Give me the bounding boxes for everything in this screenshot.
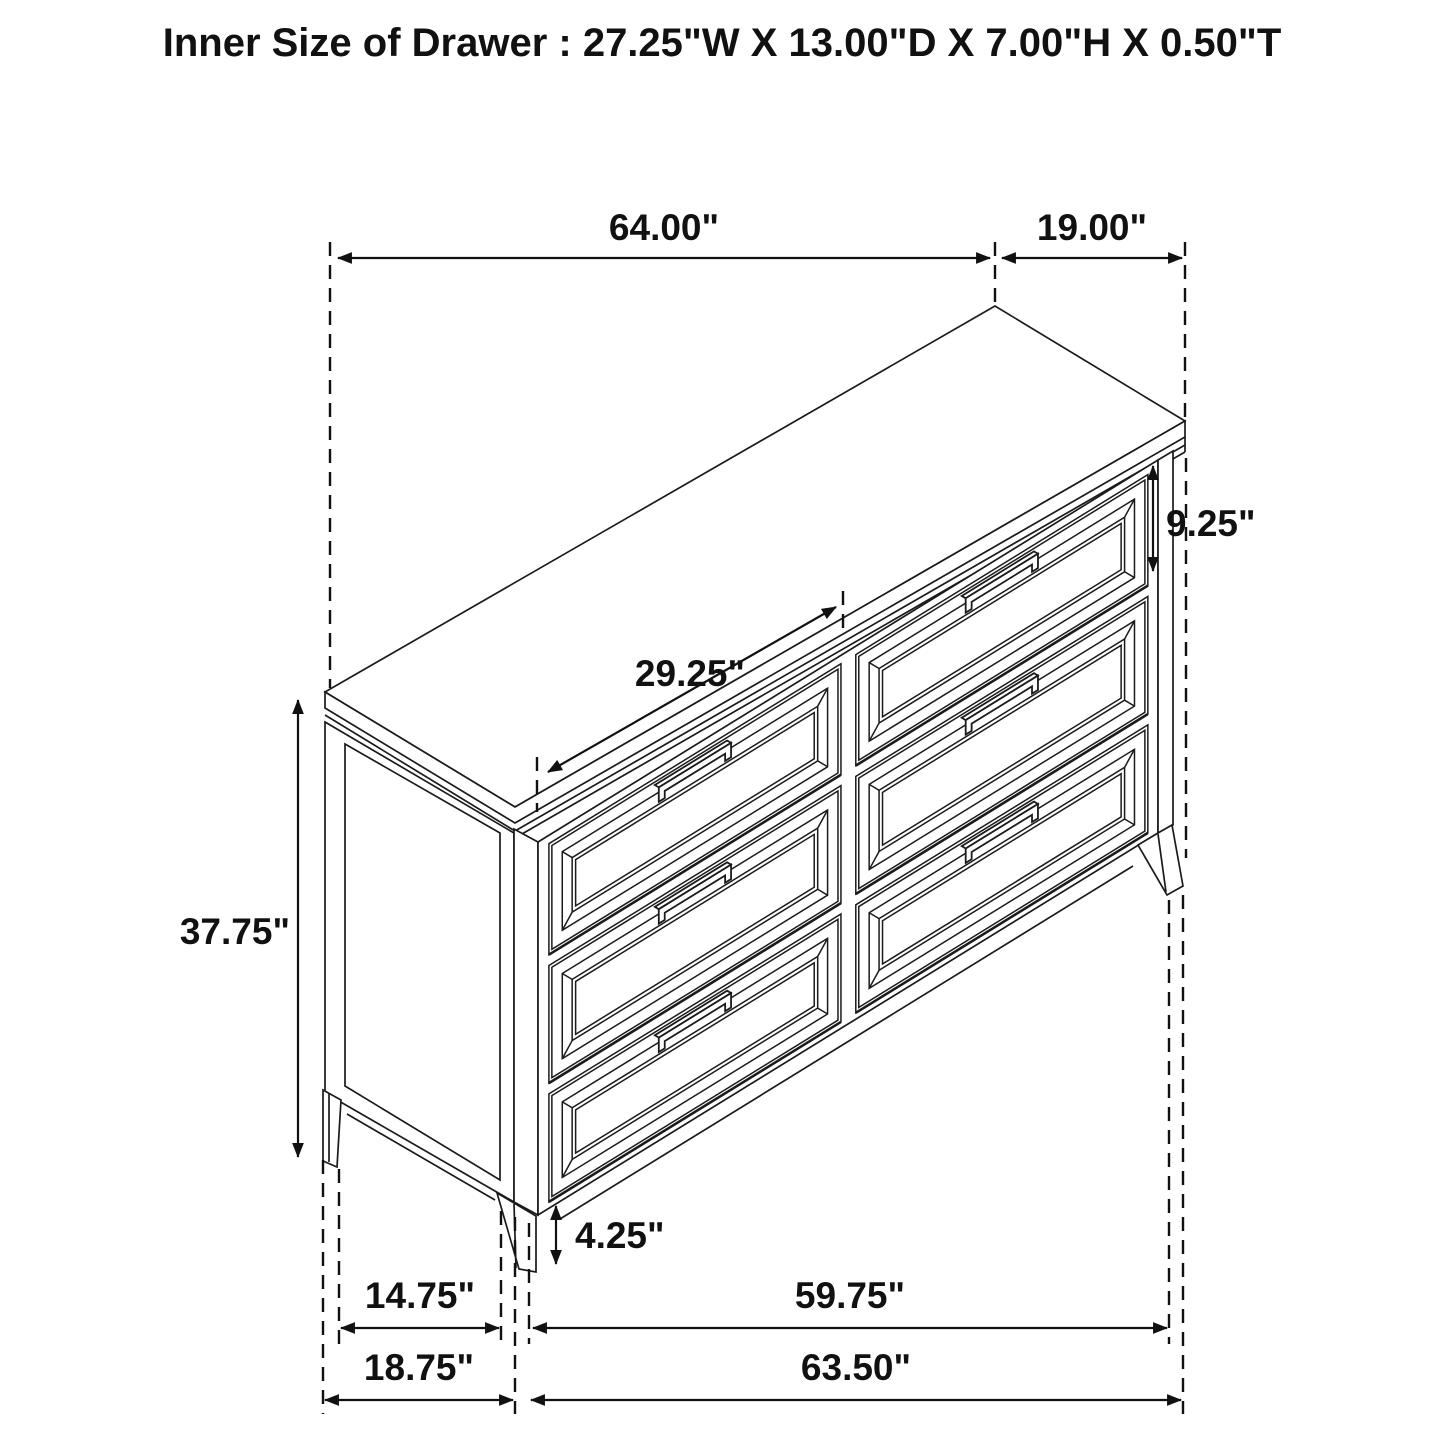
back-left-leg (323, 1090, 341, 1167)
dim-label-drawer-width: 29.25" (634, 653, 746, 694)
dim-label-side-overall: 18.75" (363, 1347, 475, 1388)
dim-label-front-leg-span: 59.75" (794, 1275, 906, 1316)
dim-label-top-drawer-height: 9.25" (1166, 503, 1256, 544)
dim-label-front-overall: 63.50" (800, 1347, 912, 1388)
dim-label-top-width: 64.00" (608, 207, 720, 248)
page-title: Inner Size of Drawer : 27.25"W X 13.00"D X 7.00"H X 0.50"T (162, 21, 1282, 65)
dim-label-leg-height: 4.25" (575, 1215, 665, 1256)
dim-label-overall-height: 37.75" (179, 911, 290, 952)
dim-label-side-leg-span: 14.75" (364, 1275, 476, 1316)
dresser-drawing (323, 306, 1185, 1272)
dim-label-top-depth: 19.00" (1036, 207, 1148, 248)
